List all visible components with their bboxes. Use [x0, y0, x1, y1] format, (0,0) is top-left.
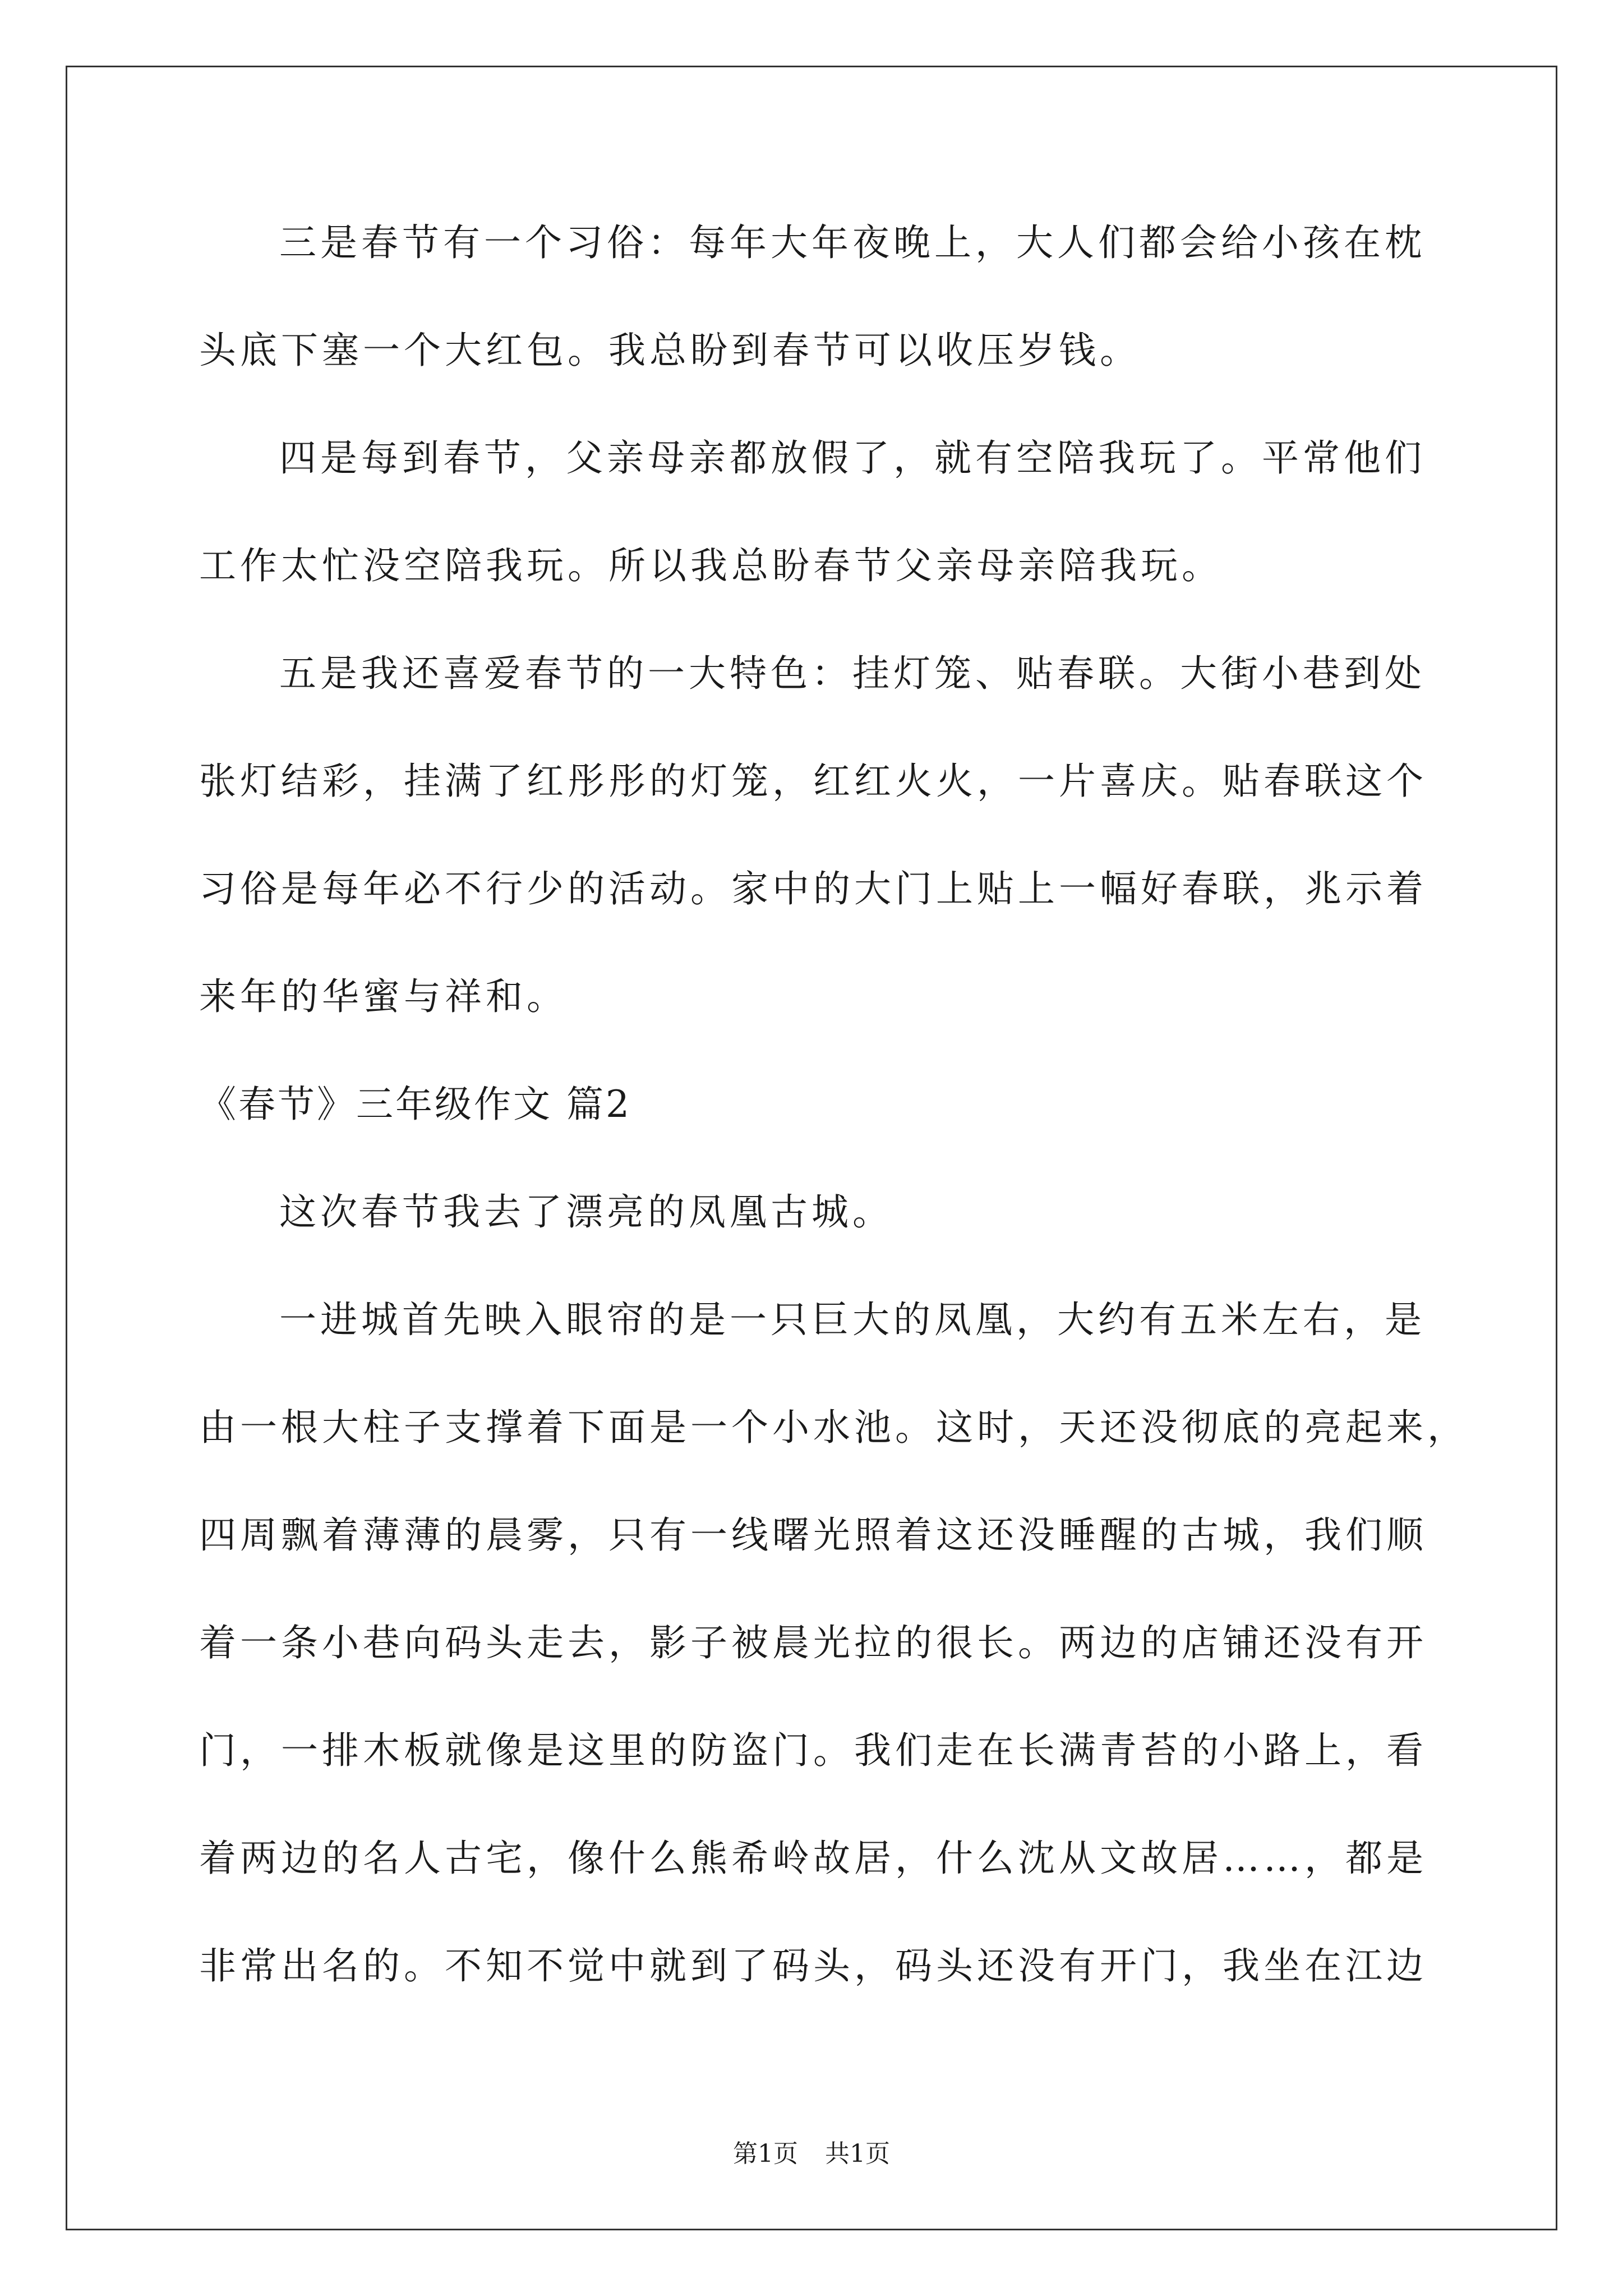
- document-body: [199, 216, 1468, 1993]
- paragraph: [199, 647, 1433, 1024]
- text-line: 这次春节我去了漂亮的凤凰古城。: [279, 1190, 893, 1234]
- text-line: 着两边的名人古宅，像什么熊希岭故居，什么沈从文故居……，都是: [199, 1837, 1427, 1880]
- text-line: 习俗是每年必不行少的活动。家中的大门上贴上一幅好春联，兆示着: [199, 867, 1427, 910]
- text-line: 四周飘着薄薄的晨雾，只有一线曙光照着这还没睡醒的古城，我们顺: [199, 1513, 1427, 1557]
- text-line: 头底下塞一个大红包。我总盼到春节可以收压岁钱。: [199, 329, 1141, 372]
- page-footer: [0, 2137, 1623, 2171]
- page-total: 共1页: [825, 2139, 890, 2168]
- text-line: 来年的华蜜与祥和。: [199, 975, 568, 1018]
- section-heading: 《春节》三年级作文 篇2: [199, 1083, 631, 1126]
- text-line: 三是春节有一个习俗：每年大年夜晚上，大人们都会给小孩在枕: [279, 221, 1426, 264]
- paragraph: [199, 431, 1433, 593]
- text-line: 一进城首先映入眼帘的是一只巨大的凤凰，大约有五米左右，是: [279, 1298, 1426, 1341]
- text-line: 张灯结彩，挂满了红彤彤的灯笼，红红火火，一片喜庆。贴春联这个: [199, 760, 1427, 803]
- text-line: 着一条小巷向码头走去，影子被晨光拉的很长。两边的店铺还没有开: [199, 1621, 1427, 1664]
- paragraph: [199, 1185, 1433, 1239]
- paragraph: [199, 1293, 1468, 1993]
- text-line: 工作太忙没空陪我玩。所以我总盼春节父亲母亲陪我玩。: [199, 544, 1223, 587]
- page-number: 第1页: [733, 2139, 798, 2168]
- text-line: 四是每到春节，父亲母亲都放假了，就有空陪我玩了。平常他们: [279, 436, 1426, 480]
- paragraph: [199, 216, 1433, 378]
- text-line: 门，一排木板就像是这里的防盗门。我们走在长满青苔的小路上，看: [199, 1729, 1427, 1772]
- text-line: 非常出名的。不知不觉中就到了码头，码头还没有开门，我坐在江边: [199, 1944, 1427, 1987]
- text-line: 由一根大柱子支撑着下面是一个小水池。这时，天还没彻底的亮起来，: [199, 1406, 1468, 1449]
- text-line: 五是我还喜爱春节的一大特色：挂灯笼、贴春联。大街小巷到处: [279, 652, 1426, 695]
